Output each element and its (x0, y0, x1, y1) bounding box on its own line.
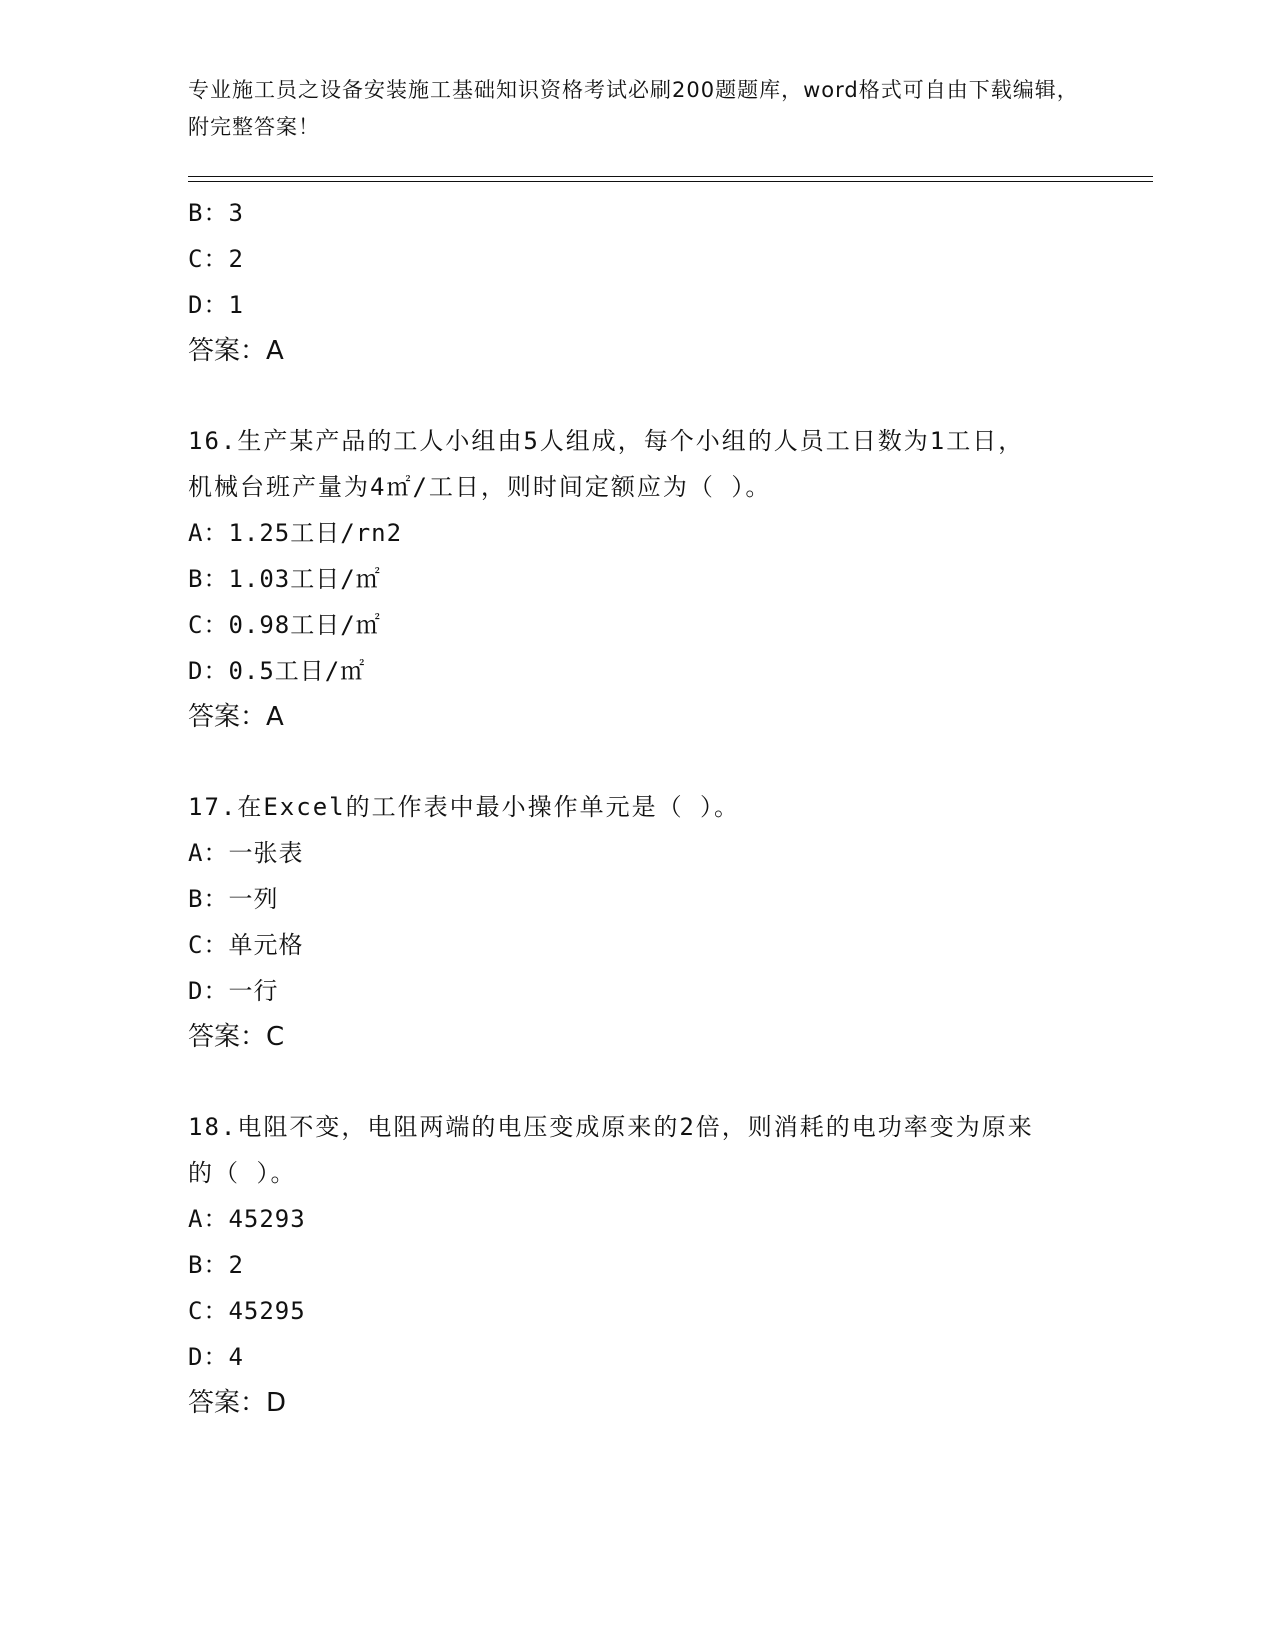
question-stem: 18.电阻不变，电阻两端的电压变成原来的2倍，则消耗的电功率变为原来的（ ）。 (188, 1113, 1034, 1187)
answer-label: 答案：D (188, 1388, 287, 1418)
option-b: B：2 (188, 1251, 244, 1279)
option-c: C：45295 (188, 1297, 306, 1325)
option-b: B：1.03工日/㎡ (188, 565, 381, 593)
question-18 (188, 1104, 1088, 1426)
option-d: D：一行 (188, 977, 279, 1005)
question-15-continued (188, 190, 1088, 374)
question-16 (188, 418, 1088, 740)
option-c: C：2 (188, 245, 244, 273)
option-a: A：45293 (188, 1205, 306, 1233)
option-c: C：单元格 (188, 931, 304, 959)
header-divider-top (188, 176, 1153, 177)
question-list (188, 190, 1088, 1426)
option-d: D：4 (188, 1343, 244, 1371)
option-b: B：一列 (188, 885, 279, 913)
option-b: B：3 (188, 199, 244, 227)
answer-label: 答案：A (188, 336, 284, 366)
option-c: C：0.98工日/㎡ (188, 611, 381, 639)
document-title: 专业施工员之设备安装施工基础知识资格考试必刷200题题库，word格式可自由下载编辑，附完整答案！ (188, 78, 1079, 139)
question-stem: 17.在Excel的工作表中最小操作单元是（ ）。 (188, 793, 741, 821)
option-d: D：0.5工日/㎡ (188, 657, 366, 685)
question-stem: 16.生产某产品的工人小组由5人组成，每个小组的人员工日数为1工日，机械台班产量为4㎡/工日，则时间定额应为（ ）。 (188, 427, 1025, 501)
option-d: D：1 (188, 291, 244, 319)
option-a: A：1.25工日/rn2 (188, 519, 403, 547)
option-a: A：一张表 (188, 839, 304, 867)
question-17 (188, 784, 1088, 1060)
answer-label: 答案：A (188, 702, 284, 732)
answer-label: 答案：C (188, 1022, 285, 1052)
header-divider-bottom (188, 181, 1153, 182)
